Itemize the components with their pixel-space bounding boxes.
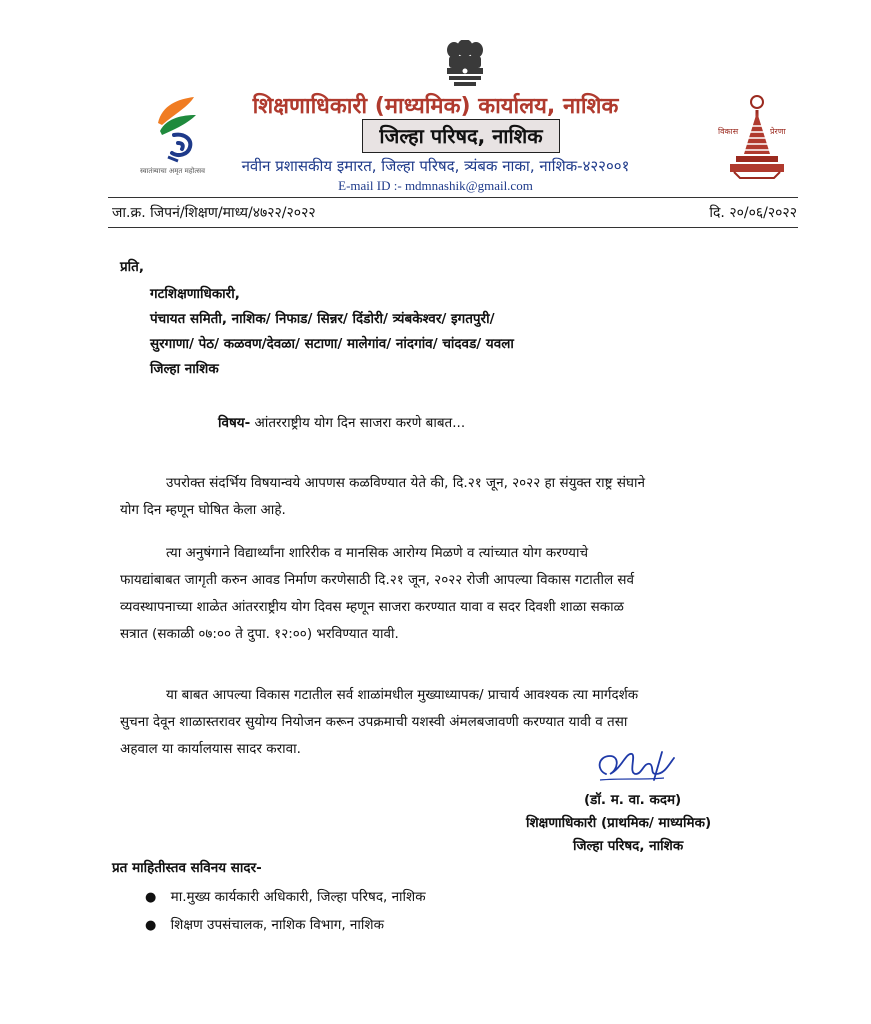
body-p3-line-2: सुचना देवून शाळास्तरावर सुयोग्य नियोजन करून उपक्रमाची यशस्वी अंमलबजावणी करण्यात यावी व तसा xyxy=(120,714,628,730)
logo-left-word: विकास xyxy=(718,127,739,136)
letter-date: दि. २०/०६/२०२२ xyxy=(709,205,797,221)
body-p3-line-3: अहवाल या कार्यालयास सादर करावा. xyxy=(120,741,301,757)
recipient-line-2: पंचायत समिती, नाशिक/ निफाड/ सिन्नर/ दिंडोरी/ त्र्यंबकेश्वर/ इगतपुरी/ xyxy=(150,311,495,327)
handwritten-signature-icon xyxy=(592,744,702,788)
reference-number: जा.क्र. जिपनं/शिक्षण/माध्य/४७२२/२०२२ xyxy=(112,205,316,221)
recipient-line-1: गटशिक्षणाधिकारी, xyxy=(150,286,240,302)
amrit-mahotsav-caption: स्वातंत्र्याचा अमृत महोत्सव xyxy=(140,167,205,175)
body-p2-line-4: सत्रात (सकाळी ०७:०० ते दुपा. १२:००) भरविण्यात यावी. xyxy=(120,626,399,642)
signatory-designation: शिक्षणाधिकारी (प्राथमिक/ माध्यमिक) xyxy=(526,815,712,831)
header-divider-top xyxy=(108,197,798,198)
copy-to-item-text: शिक्षण उपसंचालक, नाशिक विभाग, नाशिक xyxy=(170,917,384,933)
bullet-icon: ● xyxy=(145,890,157,905)
signatory-office: जिल्हा परिषद, नाशिक xyxy=(573,838,684,854)
body-p2-line-3: व्यवस्थापनाच्या शाळेत आंतरराष्ट्रीय योग दिवस म्हणून साजरा करण्यात यावा व सदर दिवशी शाळा सकाळ xyxy=(120,599,624,615)
national-emblem-icon xyxy=(444,40,486,88)
subject-label: विषय- xyxy=(218,415,251,431)
body-p3-line-1: या बाबत आपल्या विकास गटातील सर्व शाळांमधील मुख्याध्यापक/ प्राचार्य आवश्यक त्या मार्गदर्शक xyxy=(166,687,639,703)
subject-text: आंतरराष्ट्रीय योग दिन साजरा करणे बाबत... xyxy=(250,415,466,431)
signatory-name: (डॉ. म. वा. कदम) xyxy=(584,792,682,808)
recipient-line-3: सुरगाणा/ पेठ/ कळवण/देवळा/ सटाणा/ मालेगांव/ नांदगांव/ चांदवड/ यवला xyxy=(150,336,514,352)
office-title: शिक्षणाधिकारी (माध्यमिक) कार्यालय, नाशिक xyxy=(252,94,619,119)
body-p1-line-1: उपरोक्त संदर्भिय विषयान्वये आपणस कळविण्यात येते की, दि.२१ जून, २०२२ हा संयुक्त राष्ट्र संघाने xyxy=(166,475,645,491)
zp-title-box: जिल्हा परिषद, नाशिक xyxy=(362,119,560,153)
header-divider-bottom xyxy=(108,227,798,228)
recipient-line-4: जिल्हा नाशिक xyxy=(150,361,219,377)
subject-line xyxy=(218,413,465,431)
logo-right-word: प्रेरणा xyxy=(770,127,786,136)
body-p2-line-1: त्या अनुषंगाने विद्यार्थ्यांना शारिरीक व मानसिक आरोग्य मिळणे व त्यांच्यात योग करण्याचे xyxy=(166,545,589,561)
body-paragraph-2 xyxy=(120,540,800,648)
office-address: नवीन प्रशासकीय इमारत, जिल्हा परिषद, त्र्यंबक नाका, नाशिक-४२२००१ xyxy=(241,157,630,175)
copy-to-item xyxy=(145,915,384,933)
copy-to-item xyxy=(145,887,426,905)
bullet-icon: ● xyxy=(145,918,157,933)
copy-to-heading: प्रत माहितीस्तव सविनय सादर- xyxy=(112,860,262,876)
salutation: प्रति, xyxy=(120,259,145,275)
office-email: E-mail ID :- mdmnashik@gmail.com xyxy=(338,178,533,193)
body-p2-line-2: फायद्यांबाबत जागृती करुन आवड निर्माण करणेसाठी दि.२१ जून, २०२२ रोजी आपल्या विकास गटातील सर्व xyxy=(120,572,635,588)
body-paragraph-1 xyxy=(120,470,800,524)
copy-to-item-text: मा.मुख्य कार्यकारी अधिकारी, जिल्हा परिषद, नाशिक xyxy=(170,889,426,905)
body-p1-line-2: योग दिन म्हणून घोषित केला आहे. xyxy=(120,502,286,518)
